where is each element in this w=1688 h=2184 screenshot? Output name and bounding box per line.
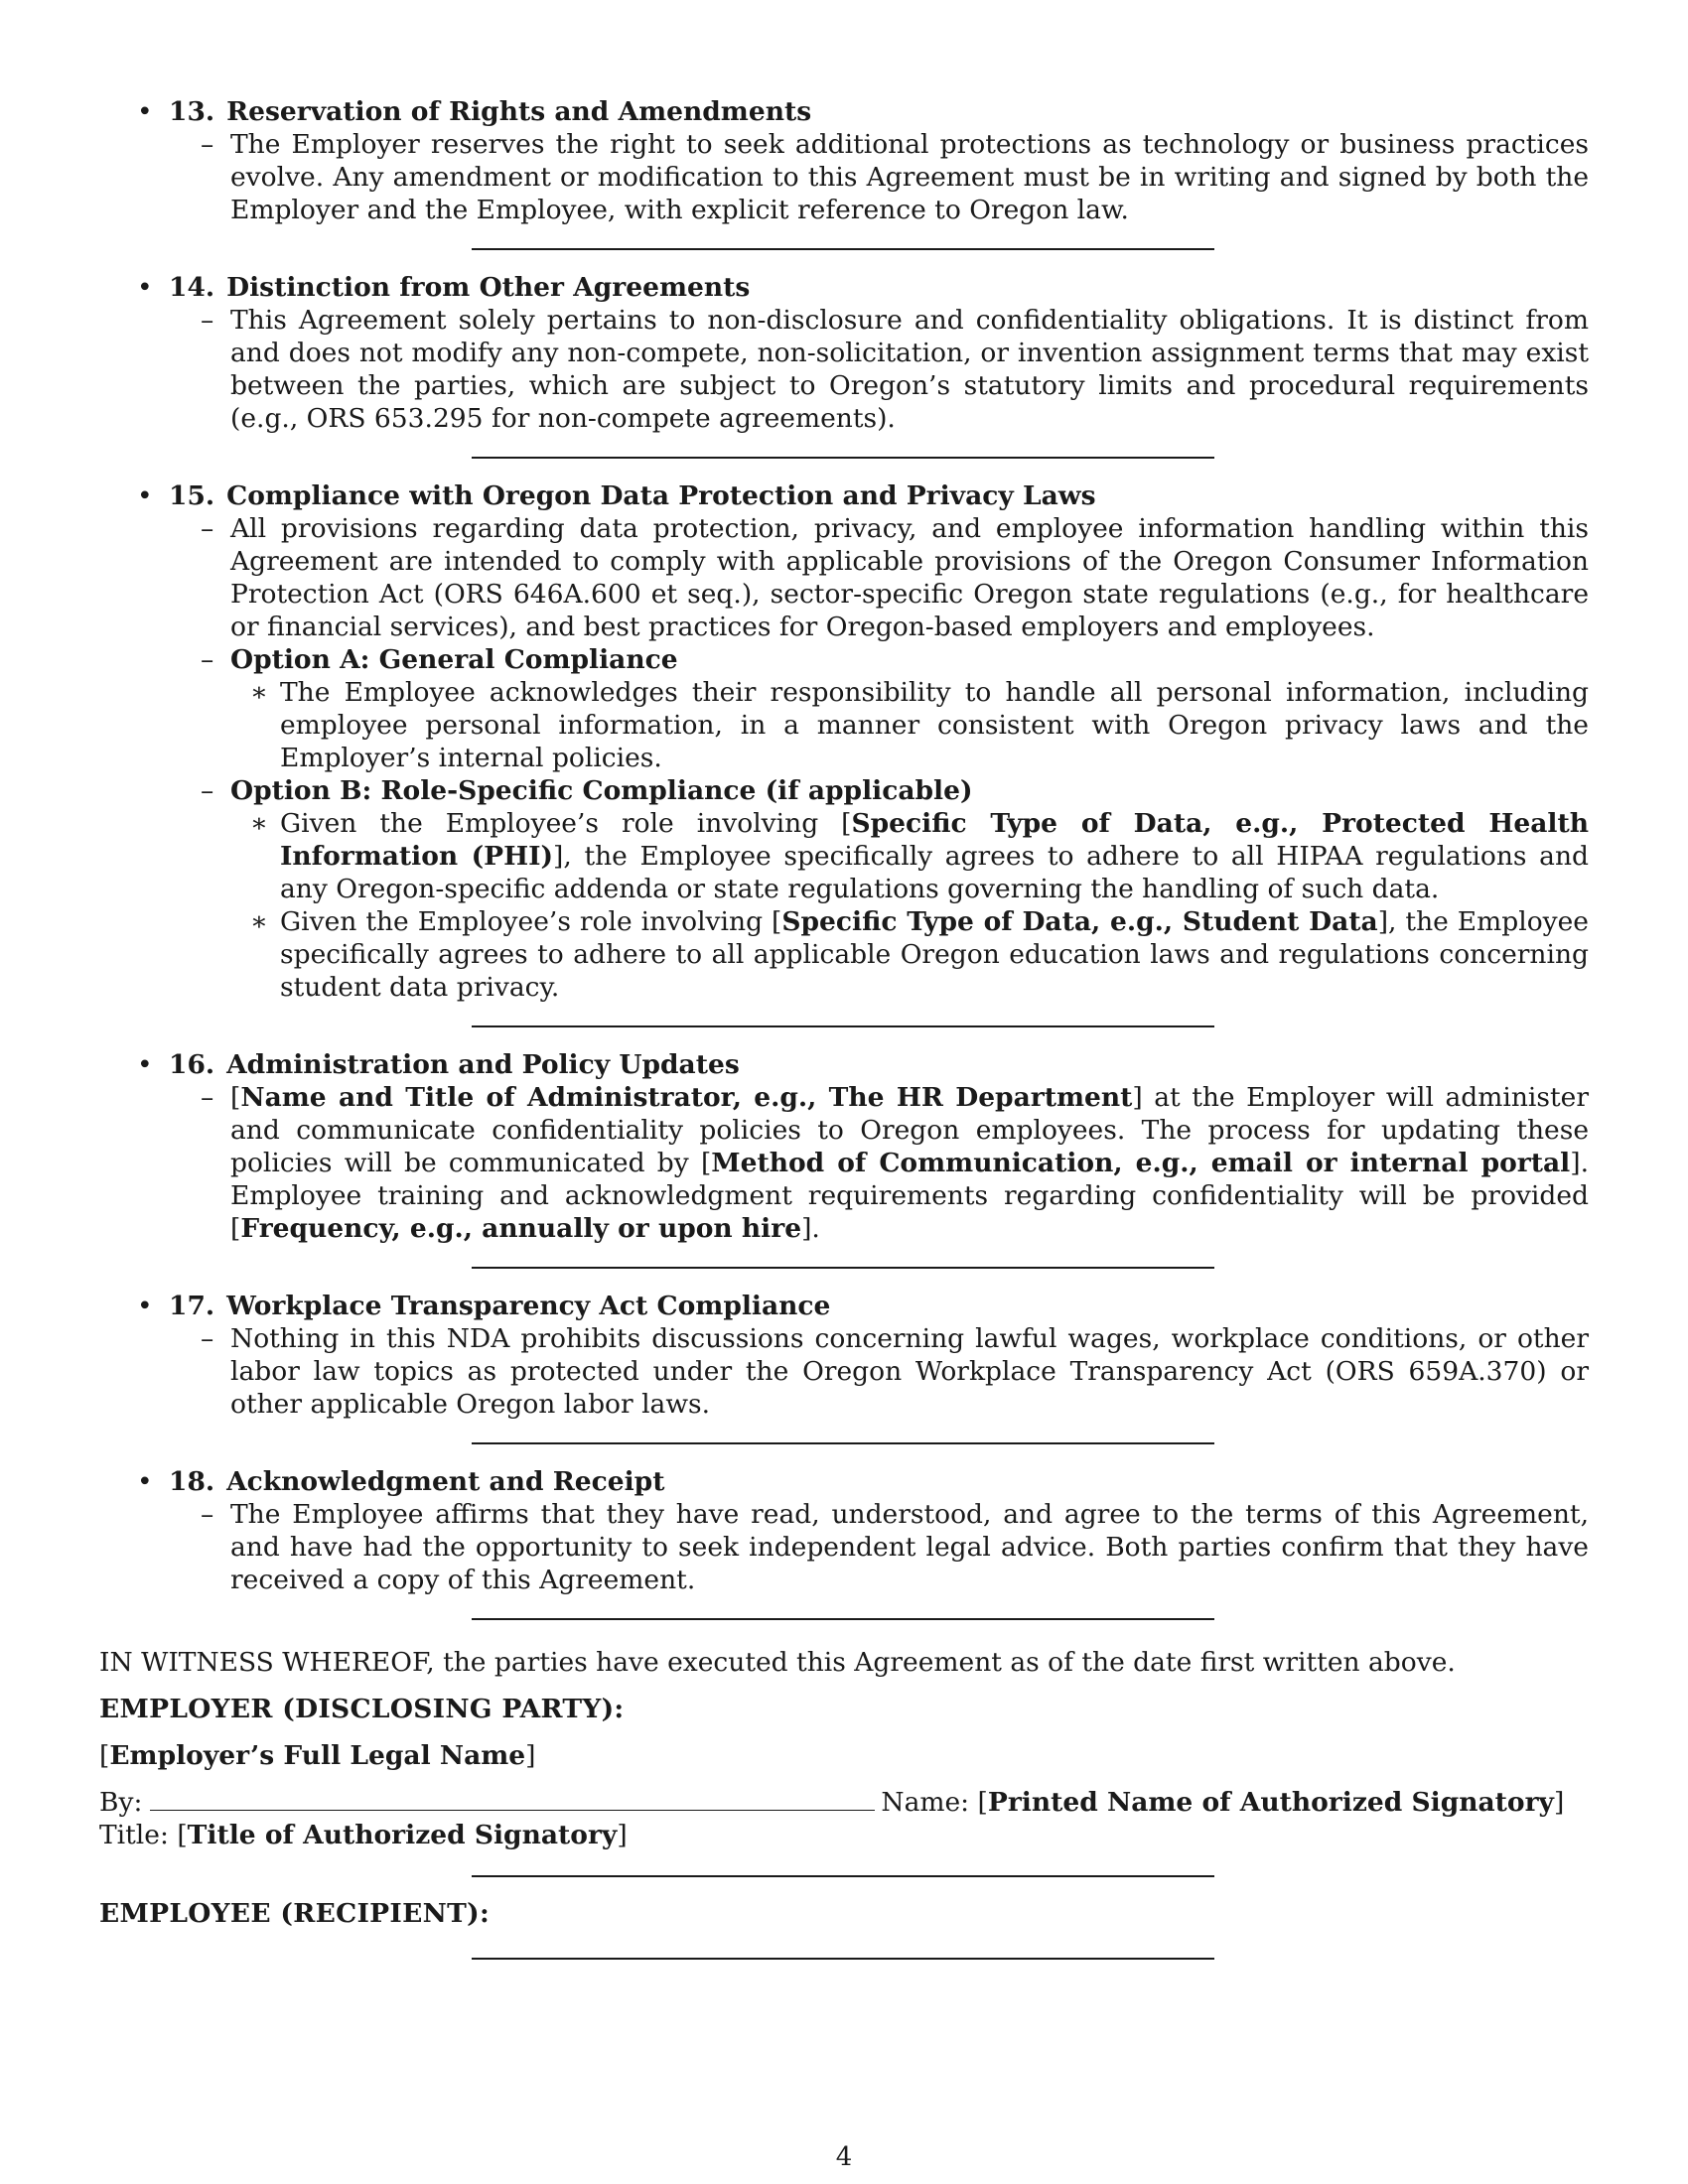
section-16 bbox=[99, 1048, 1589, 1245]
item-text: The Employee acknowledges their responsibility to handle all personal information, including employee personal information, in a manner consistent with Oregon privacy laws and the Employer’s internal policies. bbox=[280, 677, 1589, 773]
section-heading bbox=[169, 1465, 1589, 1498]
section-title: Compliance with Oregon Data Protection and Privacy Laws bbox=[226, 480, 1096, 511]
section-divider bbox=[472, 1875, 1214, 1877]
option-a-heading bbox=[169, 643, 1589, 676]
item-text: Given the Employee’s role involving [ bbox=[280, 906, 782, 937]
title-label: Title: bbox=[99, 1820, 169, 1850]
dash: – bbox=[201, 775, 214, 806]
dash: – bbox=[201, 305, 214, 336]
bracket: [ bbox=[977, 1787, 988, 1818]
placeholder-text: Specific Type of Data, e.g., Student Data bbox=[781, 906, 1378, 937]
item-text: ], the Employee specifically agrees to adhere to all applicable Oregon education laws and regulations concerning student data privacy. bbox=[280, 906, 1589, 1003]
section-number: 14. bbox=[169, 272, 215, 303]
dash: – bbox=[201, 1082, 214, 1113]
section-number: 18. bbox=[169, 1466, 215, 1497]
by-label: By: bbox=[99, 1787, 143, 1818]
section-14 bbox=[99, 271, 1589, 435]
paragraph-text: [ bbox=[230, 1082, 241, 1113]
section-number: 15. bbox=[169, 480, 215, 511]
section-title: Workplace Transparency Act Compliance bbox=[226, 1291, 831, 1321]
paragraph-text: ]. Employee training and acknowledgment requirements regarding confidentiality will be provided [ bbox=[230, 1148, 1589, 1244]
section-heading bbox=[169, 479, 1589, 512]
bracket: ] bbox=[1553, 1787, 1565, 1818]
section-paragraph bbox=[169, 512, 1589, 643]
title-placeholder: Title of Authorized Signatory bbox=[187, 1820, 618, 1850]
paragraph-text: This Agreement solely pertains to non-disclosure and confidentiality obligations. It is distinct from and does not modify any non-compete, non-solicitation, or invention assignment terms that may exist between the parties, which are subject to Oregon’s statutory limits and procedural requirements (e.g., ORS 653.295 for non-compete agreements). bbox=[230, 305, 1589, 434]
option-b-item-1 bbox=[169, 807, 1589, 905]
dash: – bbox=[201, 1499, 214, 1530]
bracket: [ bbox=[99, 1740, 110, 1771]
section-paragraph bbox=[169, 304, 1589, 435]
dash: – bbox=[201, 513, 214, 544]
section-paragraph bbox=[169, 1498, 1589, 1596]
placeholder-text: Frequency, e.g., annually or upon hire bbox=[240, 1213, 802, 1244]
section-heading bbox=[169, 1290, 1589, 1322]
bullet: • bbox=[137, 480, 153, 511]
section-number: 17. bbox=[169, 1291, 215, 1321]
section-15 bbox=[99, 479, 1589, 1004]
signature-line[interactable] bbox=[150, 1786, 875, 1811]
page-number: 4 bbox=[835, 2142, 853, 2172]
paragraph-text: The Employee affirms that they have read, understood, and agree to the terms of this Agreement, and have had the opportunity to seek independent legal advice. Both parties confirm that they have received a copy of this Agreement. bbox=[230, 1499, 1589, 1595]
section-title: Administration and Policy Updates bbox=[226, 1049, 740, 1080]
section-paragraph bbox=[169, 128, 1589, 226]
section-divider bbox=[472, 1958, 1214, 1960]
dash: – bbox=[201, 1323, 214, 1354]
paragraph-text: The Employer reserves the right to seek additional protections as technology or business practices evolve. Any amendment or modification to this Agreement must be in writing and signed by both the Employer and the Employee, with explicit reference to Oregon law. bbox=[230, 129, 1589, 225]
bracket: [ bbox=[177, 1820, 188, 1850]
witness-statement: IN WITNESS WHEREOF, the parties have executed this Agreement as of the date first written above. bbox=[99, 1647, 1456, 1678]
option-title: Option A: General Compliance bbox=[230, 644, 678, 675]
employee-heading: EMPLOYEE (RECIPIENT): bbox=[99, 1898, 491, 1929]
star: ∗ bbox=[250, 906, 269, 937]
section-17 bbox=[99, 1290, 1589, 1421]
paragraph-text: All provisions regarding data protection, privacy, and employee information handling within this Agreement are intended to comply with applicable provisions of the Oregon Consumer Information Protection Act (ORS 646A.600 et seq.), sector-specific Oregon state regulations (e.g., for healthcare or financial services), and best practices for Oregon-based employers and employees. bbox=[230, 513, 1589, 642]
employer-name-placeholder: Employer’s Full Legal Name bbox=[109, 1740, 526, 1771]
option-b-item-2 bbox=[169, 905, 1589, 1004]
option-a-item bbox=[169, 676, 1589, 774]
name-label: Name: bbox=[881, 1787, 970, 1818]
bullet: • bbox=[137, 1466, 153, 1497]
employer-heading: EMPLOYER (DISCLOSING PARTY): bbox=[99, 1694, 625, 1724]
section-13 bbox=[99, 95, 1589, 226]
document-page bbox=[99, 95, 1589, 1960]
section-18 bbox=[99, 1465, 1589, 1596]
paragraph-text: ] at the Employer will administer and communicate confidentiality policies to Oregon employees. The process for updating these policies will be communicated by [ bbox=[230, 1082, 1589, 1178]
placeholder-text: Specific Type of Data, e.g., Protected Health Information (PHI) bbox=[280, 808, 1589, 872]
item-text: Given the Employee’s role involving [ bbox=[280, 808, 852, 839]
section-title: Reservation of Rights and Amendments bbox=[226, 96, 812, 127]
section-divider bbox=[472, 1618, 1214, 1620]
placeholder-text: Method of Communication, e.g., email or internal portal bbox=[711, 1148, 1571, 1178]
section-paragraph bbox=[169, 1322, 1589, 1421]
item-text: ], the Employee specifically agrees to adhere to all HIPAA regulations and any Oregon-specific addenda or state regulations governing the handling of such data. bbox=[280, 841, 1589, 904]
dash: – bbox=[201, 644, 214, 675]
dash: – bbox=[201, 129, 214, 160]
option-title: Option B: Role-Specific Compliance (if applicable) bbox=[230, 775, 973, 806]
signatory-line bbox=[99, 1786, 1589, 1851]
section-title: Distinction from Other Agreements bbox=[226, 272, 751, 303]
star: ∗ bbox=[250, 808, 269, 839]
employer-name-line bbox=[99, 1739, 1589, 1772]
bullet: • bbox=[137, 1291, 153, 1321]
section-heading bbox=[169, 271, 1589, 304]
option-b-heading bbox=[169, 774, 1589, 807]
bracket: ] bbox=[525, 1740, 536, 1771]
section-heading bbox=[169, 1048, 1589, 1081]
section-number: 16. bbox=[169, 1049, 215, 1080]
section-divider bbox=[472, 1267, 1214, 1269]
star: ∗ bbox=[250, 677, 269, 708]
section-divider bbox=[472, 457, 1214, 459]
section-title: Acknowledgment and Receipt bbox=[226, 1466, 665, 1497]
section-heading bbox=[169, 95, 1589, 128]
bullet: • bbox=[137, 96, 153, 127]
paragraph-text: ]. bbox=[801, 1213, 820, 1244]
bullet: • bbox=[137, 272, 153, 303]
placeholder-text: Name and Title of Administrator, e.g., The HR Department bbox=[240, 1082, 1133, 1113]
printed-name-placeholder: Printed Name of Authorized Signatory bbox=[987, 1787, 1554, 1818]
bracket: ] bbox=[617, 1820, 628, 1850]
section-divider bbox=[472, 1025, 1214, 1027]
section-number: 13. bbox=[169, 96, 215, 127]
section-paragraph bbox=[169, 1081, 1589, 1245]
section-divider bbox=[472, 1442, 1214, 1444]
section-divider bbox=[472, 248, 1214, 250]
paragraph-text: Nothing in this NDA prohibits discussions concerning lawful wages, workplace conditions, or other labor law topics as protected under the Oregon Workplace Transparency Act (ORS 659A.370) or other applicable Oregon labor laws. bbox=[230, 1323, 1589, 1420]
bullet: • bbox=[137, 1049, 153, 1080]
